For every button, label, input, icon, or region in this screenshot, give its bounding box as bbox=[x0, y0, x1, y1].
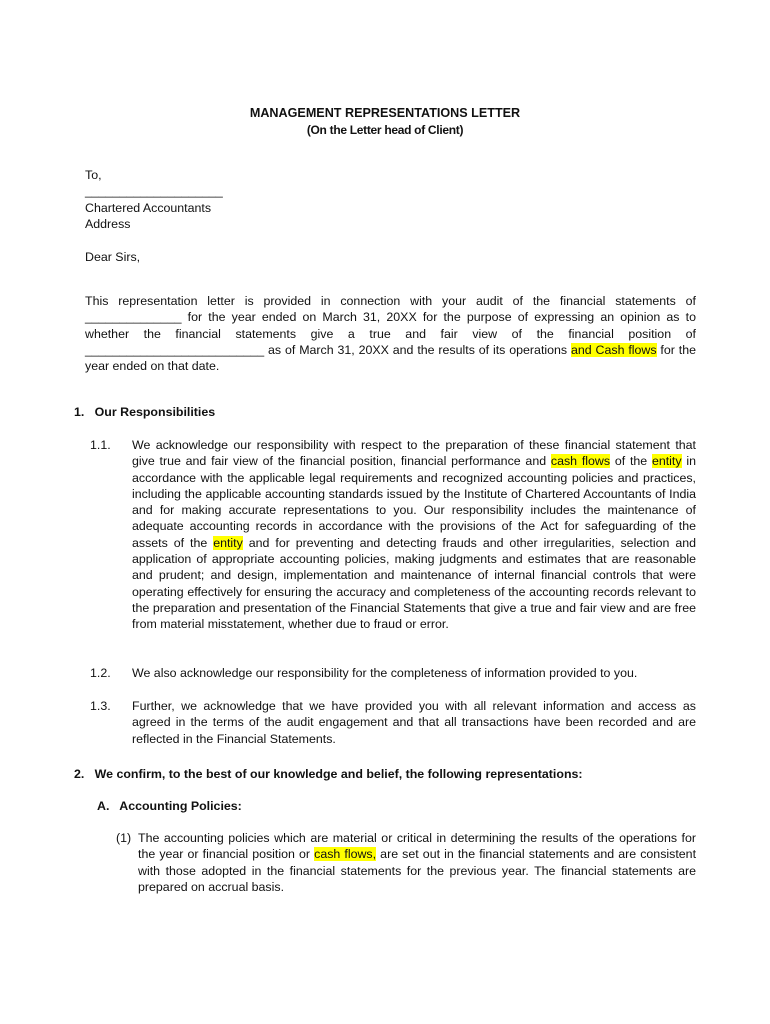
letter-title: MANAGEMENT REPRESENTATIONS LETTER bbox=[249, 106, 521, 120]
item-a-1-part-1: The accounting policies which are material or critical in determining the results of the operations for the year or financial position or bbox=[138, 831, 696, 862]
item-1-1-part-4: and for preventing and detecting frauds and other irregularities, selection and application of appropriate accounting policies, making judgments and estimates that are reasonable and prudent; and design, implementation and maintenance of internal financial controls that were operating effectively for ensuring the accuracy and completeness of the accounting records relevant to the preparation and presentation of the Financial Statements that give a true and fair view and are free from material misstatement, whether due to fraud or error. bbox=[132, 535, 696, 632]
letter-subtitle: (On the Letter head of Client) bbox=[306, 123, 464, 137]
intro-text-2: for the year ended on that date. bbox=[85, 342, 696, 374]
address-to: To, bbox=[85, 168, 102, 182]
highlight-cash-flows: and Cash flows bbox=[570, 342, 657, 357]
address-line: Address bbox=[85, 216, 131, 231]
highlight-cash-flows: cash flows bbox=[550, 454, 611, 469]
address-block bbox=[85, 167, 696, 232]
address-firm: Chartered Accountants bbox=[85, 200, 212, 215]
section-1-heading: 1. Our Responsibilities bbox=[74, 405, 216, 419]
item-1-1-number: 1.1. bbox=[90, 438, 111, 452]
item-1-1-part-3: in accordance with the applicable legal requirements and recognized accounting policies and practices, including the applicable accounting standards issued by the Institute of Chartered Accountants of India and for making accurate representations to you. Our responsibility includes the maintenance of adequate accounting records in accordance with the provisions of the Act for safeguarding of the assets of the bbox=[132, 454, 696, 550]
item-1-3-number: 1.3. bbox=[90, 699, 111, 713]
item-1-1-part-1: We acknowledge our responsibility with respect to the preparation of these financial statement that give true and fair view of the financial position, financial performance and bbox=[132, 438, 696, 469]
highlight-cash-flows: cash flows, bbox=[314, 847, 377, 862]
intro-paragraph bbox=[85, 293, 696, 374]
highlight-entity: entity bbox=[213, 535, 243, 550]
item-1-1-text bbox=[132, 437, 696, 633]
item-1-3-text: Further, we acknowledge that we have provided you with all relevant information and access as agreed in the terms of the audit engagement and that all transactions have been recorded and are reflected in the Financial Statements. bbox=[132, 699, 696, 746]
section-2-heading: 2. We confirm, to the best of our knowledge and belief, the following representations: bbox=[74, 767, 583, 781]
item-1-2-number: 1.2. bbox=[90, 666, 111, 680]
item-1-2-text: We also acknowledge our responsibility for the completeness of information provided to you. bbox=[132, 666, 638, 680]
highlight-entity: entity bbox=[651, 454, 682, 469]
item-a-1-number: (1) bbox=[116, 831, 132, 845]
item-a-1-part-2: are set out in the financial statements and are consistent with those adopted in the financial statements for the previous year. The financial statements are prepared on accrual basis. bbox=[138, 847, 697, 894]
salutation: Dear Sirs, bbox=[85, 250, 141, 264]
item-a-1-text bbox=[138, 830, 696, 895]
item-1-1-part-2: of the bbox=[610, 454, 652, 469]
address-blank-line: ____________________ bbox=[85, 184, 223, 199]
subsection-a-heading: A. Accounting Policies: bbox=[97, 799, 242, 813]
intro-text-1: This representation letter is provided in connection with your audit of the financial statements of ______________ for the year ended on March 31, 20XX for the purpose of expressing an opinion as to whether the financial statements give a true and fair view of the financial position of __________________________ as of March 31, 20XX and the results of its operations bbox=[85, 294, 696, 357]
